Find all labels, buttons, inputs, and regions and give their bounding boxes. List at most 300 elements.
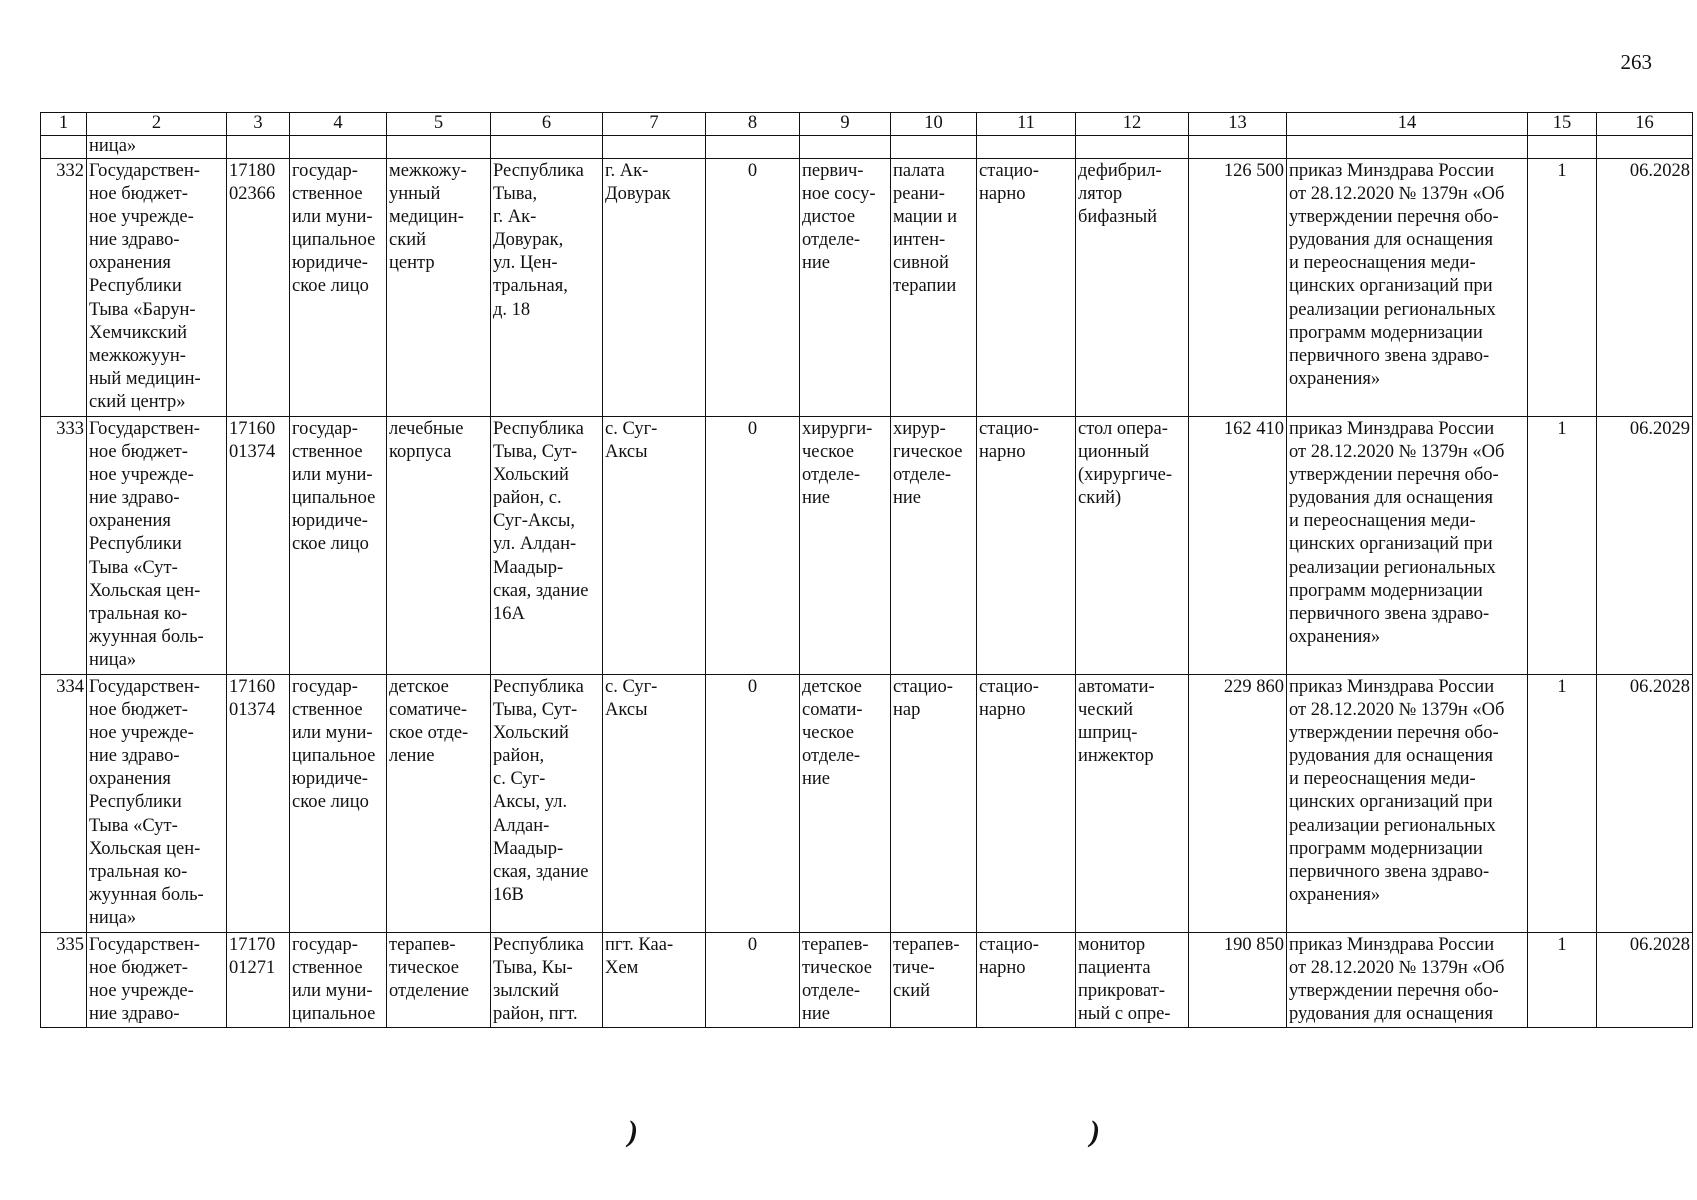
unit-name-line: унный <box>389 184 441 205</box>
room-type-line: тиче- <box>893 958 935 979</box>
room-type-line: отделе- <box>893 465 952 486</box>
room-type-line: терапев- <box>893 935 960 955</box>
address-line: Хольский <box>493 723 569 744</box>
organization-name-line: ние здраво- <box>89 746 180 767</box>
department-line: ние <box>802 253 831 274</box>
equipment-name <box>1076 417 1189 675</box>
room-type-line: терапии <box>893 276 957 297</box>
legal-form-line: ственное <box>292 700 363 721</box>
department-line: сомати- <box>802 700 863 721</box>
address-line: 16А <box>493 603 525 624</box>
legal-form-line: государ- <box>292 935 358 955</box>
page-number: 263 <box>1620 50 1652 74</box>
regulation-reference-line: и переоснащения меди- <box>1289 769 1476 790</box>
organization-name-line: Государствен- <box>89 677 200 697</box>
regulation-reference-line: первичного звена здраво- <box>1289 345 1490 366</box>
organization-name-line: межкожуун- <box>89 345 186 366</box>
room-type-line: интен- <box>893 230 946 251</box>
care-mode-line: нарно <box>979 700 1026 721</box>
column-8-value: 0 <box>706 417 800 675</box>
room-type-line: стацио- <box>893 677 953 697</box>
header-cell: 9 <box>800 113 891 136</box>
equipment-name-line: ский) <box>1078 488 1122 509</box>
equipment-name-line: бифазный <box>1078 207 1158 228</box>
address-line: Алдан- <box>493 815 550 836</box>
department-line: ное сосу- <box>802 184 876 205</box>
legal-form-line: ское лицо <box>292 534 369 555</box>
equipment-name-line: ный с опре- <box>1078 1004 1171 1025</box>
organization-name-line: тральная ко- <box>89 861 188 882</box>
locality <box>603 417 706 675</box>
room-type-line: реани- <box>893 184 945 205</box>
address-line: Тыва, Сут- <box>493 700 578 721</box>
room-type-line: гическое <box>893 442 963 463</box>
unit-name-line: отделение <box>389 981 469 1002</box>
locality-line: Довурак <box>605 184 671 205</box>
address-line: Республика <box>493 935 584 955</box>
organization-name-line: Республики <box>89 534 182 555</box>
empty-cell <box>41 136 87 159</box>
care-mode <box>977 675 1076 933</box>
legal-form-line: юридиче- <box>292 769 368 790</box>
department-line: хирурги- <box>802 419 873 439</box>
regulation-reference-line: рудования для оснащения <box>1289 1004 1493 1025</box>
table-row <box>41 933 1693 1028</box>
table-row <box>41 417 1693 675</box>
legal-form-line: ципальное <box>292 746 376 767</box>
address-line: Довурак, <box>493 230 564 251</box>
room-type <box>891 159 977 417</box>
department-line: отделе- <box>802 746 861 767</box>
organization-name-line: ное бюджет- <box>89 184 188 205</box>
regulation-reference-line: первичного звена здраво- <box>1289 603 1490 624</box>
header-cell: 7 <box>603 113 706 136</box>
room-type-line: мации и <box>893 207 958 228</box>
org-code <box>227 675 290 933</box>
organization-name-line: ский центр» <box>89 391 186 412</box>
empty-cell <box>491 136 603 159</box>
empty-cell <box>1287 136 1528 159</box>
legal-form-line: или муни- <box>292 981 373 1002</box>
regulation-reference-line: охранения» <box>1289 626 1381 647</box>
regulation-reference-line: от 28.12.2020 № 1379н «Об <box>1289 442 1505 463</box>
equipment-name-line: (хирургиче- <box>1078 465 1172 486</box>
unit-name-line: соматиче- <box>389 700 468 721</box>
address-line: ская, здание <box>493 861 589 882</box>
department-line: ние <box>802 769 831 790</box>
equipment-name-line: шприц- <box>1078 723 1138 744</box>
legal-form-line: ственное <box>292 958 363 979</box>
regulation-reference <box>1287 675 1528 933</box>
scan-mark: ) <box>628 1115 638 1148</box>
department-line: дистое <box>802 207 856 228</box>
address <box>491 933 603 1028</box>
address-line: Тыва, Кы- <box>493 958 573 979</box>
care-mode-line: стацио- <box>979 161 1039 181</box>
room-type-line: хирур- <box>893 419 946 439</box>
legal-form <box>290 933 387 1028</box>
unit-name-line: корпуса <box>389 442 452 463</box>
locality-line: пгт. Каа- <box>605 935 674 955</box>
legal-form-line: юридиче- <box>292 253 368 274</box>
unit-name <box>387 417 491 675</box>
regulation-reference-line: программ модернизации <box>1289 838 1483 859</box>
empty-cell <box>290 136 387 159</box>
room-type <box>891 417 977 675</box>
equipment-name <box>1076 675 1189 933</box>
regulation-reference <box>1287 417 1528 675</box>
column-8-value: 0 <box>706 159 800 417</box>
locality-line: Аксы <box>605 442 648 463</box>
header-cell: 2 <box>87 113 227 136</box>
header-cell: 11 <box>977 113 1076 136</box>
department-line: детское <box>802 677 862 697</box>
header-cell: 5 <box>387 113 491 136</box>
legal-form-line: ское лицо <box>292 276 369 297</box>
org-code-line: 17170 <box>229 935 276 955</box>
organization-name <box>87 159 227 417</box>
quantity: 1 <box>1528 933 1597 1028</box>
empty-cell <box>387 136 491 159</box>
header-cell: 1 <box>41 113 87 136</box>
unit-name-line: медицин- <box>389 207 464 228</box>
regulation-reference-line: рудования для оснащения <box>1289 230 1493 251</box>
organization-name-line: ное бюджет- <box>89 442 188 463</box>
regulation-reference-line: цинских организаций при <box>1289 534 1493 555</box>
header-cell: 16 <box>1597 113 1693 136</box>
locality <box>603 675 706 933</box>
address-line: Тыва, <box>493 184 538 205</box>
org-code-line: 17180 <box>229 161 276 181</box>
unit-name-line: тическое <box>389 958 459 979</box>
address-line: Аксы, ул. <box>493 792 568 813</box>
header-cell: 3 <box>227 113 290 136</box>
due-date: 06.2029 <box>1597 417 1693 675</box>
header-cell: 6 <box>491 113 603 136</box>
organization-name-line: ное бюджет- <box>89 958 188 979</box>
department-line: терапев- <box>802 935 869 955</box>
regulation-reference-line: цинских организаций при <box>1289 276 1493 297</box>
locality <box>603 933 706 1028</box>
care-mode-line: нарно <box>979 958 1026 979</box>
regulation-reference-line: цинских организаций при <box>1289 792 1493 813</box>
empty-cell <box>1076 136 1189 159</box>
org-code-line: 01271 <box>229 958 276 979</box>
empty-cell <box>603 136 706 159</box>
header-cell: 4 <box>290 113 387 136</box>
organization-name-line: ние здраво- <box>89 1004 180 1025</box>
address-line: Республика <box>493 161 584 181</box>
organization-name <box>87 675 227 933</box>
care-mode-line: нарно <box>979 184 1026 205</box>
column-8-value: 0 <box>706 675 800 933</box>
equipment-name <box>1076 933 1189 1028</box>
organization-name-line: ный медицин- <box>89 368 201 389</box>
address-line: тральная, <box>493 276 568 297</box>
department <box>800 159 891 417</box>
department-line: отделе- <box>802 981 861 1002</box>
address-line: район, <box>493 746 545 767</box>
empty-cell <box>891 136 977 159</box>
organization-name-line: Хольская цен- <box>89 838 201 859</box>
unit-name <box>387 933 491 1028</box>
regulation-reference-line: приказ Минздрава России <box>1289 419 1495 439</box>
legal-form <box>290 417 387 675</box>
address-line: 16В <box>493 884 524 905</box>
org-code <box>227 159 290 417</box>
address-line: Республика <box>493 419 584 439</box>
address-line: Суг-Аксы, <box>493 511 576 532</box>
regulation-reference-line: утверждении перечня обо- <box>1289 207 1499 228</box>
legal-form-line: ственное <box>292 184 363 205</box>
department <box>800 675 891 933</box>
row-number: 334 <box>41 675 87 933</box>
regulation-reference <box>1287 933 1528 1028</box>
address-line: ул. Цен- <box>493 253 558 274</box>
org-code-line: 17160 <box>229 677 276 697</box>
equipment-name-line: ционный <box>1078 442 1150 463</box>
regulation-reference-line: приказ Минздрава России <box>1289 161 1495 181</box>
organization-name-line: Тыва «Сут- <box>89 815 178 836</box>
equipment-table <box>40 112 1693 1028</box>
organization-name <box>87 933 227 1028</box>
header-cell: 12 <box>1076 113 1189 136</box>
organization-name-line: Республики <box>89 276 182 297</box>
unit-name-line: ское отде- <box>389 723 469 744</box>
room-type-line: сивной <box>893 253 949 274</box>
department <box>800 933 891 1028</box>
locality <box>603 159 706 417</box>
org-code-line: 02366 <box>229 184 276 205</box>
header-cell: 15 <box>1528 113 1597 136</box>
legal-form-line: или муни- <box>292 723 373 744</box>
org-code-line: 01374 <box>229 442 276 463</box>
organization-name-line: Хемчикский <box>89 322 188 343</box>
organization-name-line: ние здраво- <box>89 488 180 509</box>
org-code-line: 17160 <box>229 419 276 439</box>
room-type <box>891 675 977 933</box>
empty-cell <box>1597 136 1693 159</box>
unit-name-line: межкожу- <box>389 161 467 181</box>
organization-name-line: Государствен- <box>89 161 200 181</box>
org-code <box>227 933 290 1028</box>
unit-name-line: центр <box>389 253 435 274</box>
row-number: 332 <box>41 159 87 417</box>
legal-form-line: ципальное <box>292 488 376 509</box>
care-mode-line: стацио- <box>979 935 1039 955</box>
regulation-reference-line: программ модернизации <box>1289 322 1483 343</box>
department-line: отделе- <box>802 230 861 251</box>
room-type <box>891 933 977 1028</box>
empty-cell <box>706 136 800 159</box>
care-mode <box>977 933 1076 1028</box>
scan-mark: ) <box>1090 1115 1100 1148</box>
address-line: Республика <box>493 677 584 697</box>
care-mode-line: стацио- <box>979 677 1039 697</box>
price: 162 410 <box>1189 417 1287 675</box>
organization-name-line: Государствен- <box>89 419 200 439</box>
price: 229 860 <box>1189 675 1287 933</box>
quantity: 1 <box>1528 417 1597 675</box>
price: 126 500 <box>1189 159 1287 417</box>
header-cell: 13 <box>1189 113 1287 136</box>
equipment-name-line: монитор <box>1078 935 1146 955</box>
organization-name-line: Хольская цен- <box>89 580 201 601</box>
column-8-value: 0 <box>706 933 800 1028</box>
unit-name-line: ление <box>389 746 435 767</box>
address-line: Тыва, Сут- <box>493 442 578 463</box>
continuation-text: ница» <box>87 136 227 159</box>
locality-line: с. Суг- <box>605 677 658 697</box>
organization-name-line: охранения <box>89 769 171 790</box>
address-line: д. 18 <box>493 299 531 320</box>
organization-name-line: ница» <box>89 649 137 670</box>
department-line: ческое <box>802 442 854 463</box>
regulation-reference-line: реализации региональных <box>1289 815 1496 836</box>
due-date: 06.2028 <box>1597 675 1693 933</box>
organization-name-line: ное учрежде- <box>89 723 194 744</box>
department-line: отделе- <box>802 465 861 486</box>
equipment-name-line: инжектор <box>1078 746 1154 767</box>
empty-cell <box>800 136 891 159</box>
care-mode-line: стацио- <box>979 419 1039 439</box>
header-row <box>41 113 1693 136</box>
locality-line: Аксы <box>605 700 648 721</box>
regulation-reference-line: охранения» <box>1289 368 1381 389</box>
equipment-name-line: лятор <box>1078 184 1123 205</box>
empty-cell <box>1189 136 1287 159</box>
equipment-name <box>1076 159 1189 417</box>
regulation-reference-line: и переоснащения меди- <box>1289 253 1476 274</box>
regulation-reference-line: программ модернизации <box>1289 580 1483 601</box>
quantity: 1 <box>1528 675 1597 933</box>
department-line: ние <box>802 1004 831 1025</box>
equipment-name-line: пациента <box>1078 958 1151 979</box>
table-row <box>41 159 1693 417</box>
regulation-reference-line: утверждении перечня обо- <box>1289 981 1499 1002</box>
care-mode-line: нарно <box>979 442 1026 463</box>
quantity: 1 <box>1528 159 1597 417</box>
organization-name-line: жуунная боль- <box>89 884 204 905</box>
due-date: 06.2028 <box>1597 159 1693 417</box>
organization-name-line: Республики <box>89 792 182 813</box>
header-cell: 10 <box>891 113 977 136</box>
department-line: первич- <box>802 161 864 181</box>
organization-name <box>87 417 227 675</box>
unit-name <box>387 159 491 417</box>
unit-name-line: терапев- <box>389 935 456 955</box>
address-line: Хольский <box>493 465 569 486</box>
regulation-reference-line: от 28.12.2020 № 1379н «Об <box>1289 958 1505 979</box>
address <box>491 159 603 417</box>
legal-form-line: государ- <box>292 161 358 181</box>
address-line: район, с. <box>493 488 562 509</box>
address <box>491 417 603 675</box>
room-type-line: нар <box>893 700 921 721</box>
legal-form-line: или муни- <box>292 207 373 228</box>
address-line: г. Ак- <box>493 207 537 228</box>
organization-name-line: тральная ко- <box>89 603 188 624</box>
address-line: ул. Алдан- <box>493 534 577 555</box>
equipment-name-line: дефибрил- <box>1078 161 1162 181</box>
organization-name-line: ние здраво- <box>89 230 180 251</box>
due-date: 06.2028 <box>1597 933 1693 1028</box>
regulation-reference-line: охранения» <box>1289 884 1381 905</box>
empty-cell <box>1528 136 1597 159</box>
organization-name-line: ное учрежде- <box>89 207 194 228</box>
locality-line: Хем <box>605 958 639 979</box>
room-type-line: ский <box>893 981 930 1002</box>
care-mode <box>977 417 1076 675</box>
legal-form-line: ственное <box>292 442 363 463</box>
address-line: Маадыр- <box>493 557 564 578</box>
address-line: район, пгт. <box>493 1004 578 1025</box>
regulation-reference-line: реализации региональных <box>1289 299 1496 320</box>
header-cell: 14 <box>1287 113 1528 136</box>
care-mode <box>977 159 1076 417</box>
unit-name <box>387 675 491 933</box>
organization-name-line: ное учрежде- <box>89 981 194 1002</box>
equipment-name-line: прикроват- <box>1078 981 1166 1002</box>
regulation-reference-line: приказ Минздрава России <box>1289 677 1495 697</box>
price: 190 850 <box>1189 933 1287 1028</box>
legal-form-line: государ- <box>292 419 358 439</box>
regulation-reference-line: рудования для оснащения <box>1289 746 1493 767</box>
regulation-reference-line: утверждении перечня обо- <box>1289 465 1499 486</box>
organization-name-line: ное бюджет- <box>89 700 188 721</box>
legal-form-line: государ- <box>292 677 358 697</box>
regulation-reference-line: от 28.12.2020 № 1379н «Об <box>1289 184 1505 205</box>
address-line: Маадыр- <box>493 838 564 859</box>
address <box>491 675 603 933</box>
department-line: тическое <box>802 958 872 979</box>
regulation-reference <box>1287 159 1528 417</box>
legal-form-line: юридиче- <box>292 511 368 532</box>
room-type-line: ние <box>893 488 922 509</box>
unit-name-line: детское <box>389 677 449 697</box>
legal-form <box>290 159 387 417</box>
legal-form-line: или муни- <box>292 465 373 486</box>
department <box>800 417 891 675</box>
organization-name-line: Государствен- <box>89 935 200 955</box>
equipment-name-line: стол опера- <box>1078 419 1168 439</box>
regulation-reference-line: и переоснащения меди- <box>1289 511 1476 532</box>
department-line: ние <box>802 488 831 509</box>
department-line: ческое <box>802 723 854 744</box>
locality-line: г. Ак- <box>605 161 649 181</box>
unit-name-line: ский <box>389 230 426 251</box>
room-type-line: палата <box>893 161 945 181</box>
address-line: ская, здание <box>493 580 589 601</box>
regulation-reference-line: реализации региональных <box>1289 557 1496 578</box>
equipment-name-line: ческий <box>1078 700 1133 721</box>
address-line: с. Суг- <box>493 769 546 790</box>
header-cell: 8 <box>706 113 800 136</box>
unit-name-line: лечебные <box>389 419 464 439</box>
org-code-line: 01374 <box>229 700 276 721</box>
organization-name-line: ница» <box>89 907 137 928</box>
organization-name-line: охранения <box>89 253 171 274</box>
legal-form-line: ское лицо <box>292 792 369 813</box>
locality-line: с. Суг- <box>605 419 658 439</box>
empty-cell <box>227 136 290 159</box>
organization-name-line: ное учрежде- <box>89 465 194 486</box>
organization-name-line: жуунная боль- <box>89 626 204 647</box>
legal-form-line: ципальное <box>292 230 376 251</box>
address-line: зылский <box>493 981 559 1002</box>
regulation-reference-line: утверждении перечня обо- <box>1289 723 1499 744</box>
equipment-name-line: автомати- <box>1078 677 1155 697</box>
